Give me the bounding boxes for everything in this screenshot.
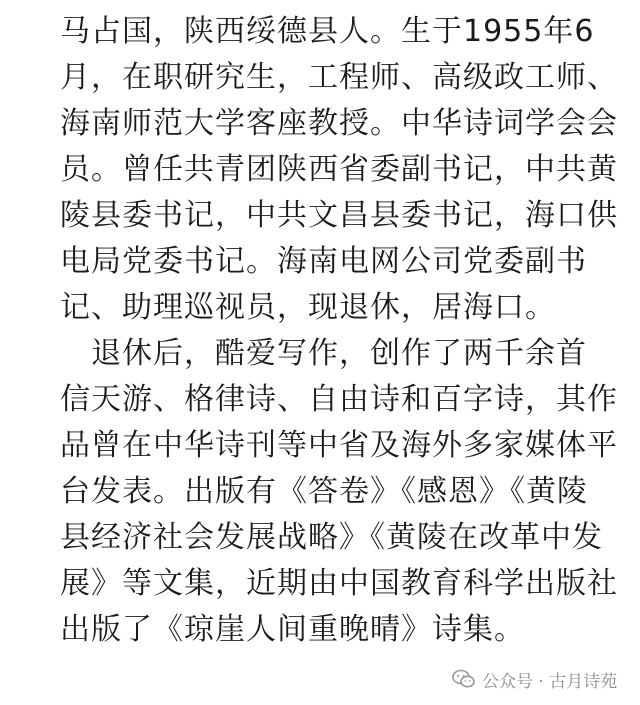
text-line: 退休后，酷爱写作，创作了两千余首: [60, 336, 587, 371]
wechat-official-account-icon: [452, 669, 476, 689]
text-line: 陵县委书记，中共文昌县委书记，海口供: [60, 198, 618, 233]
text-line: 海南师范大学客座教授。中华诗词学会会: [60, 106, 618, 141]
watermark: [452, 666, 617, 692]
text-line: 月，在职研究生，工程师、高级政工师、: [60, 60, 618, 95]
text-line: 员。曾任共青团陕西省委副书记，中共黄: [60, 152, 618, 187]
text-line: 台发表。出版有《答卷》《感恩》《黄陵: [60, 474, 588, 509]
text-line: 电局党委书记。海南电网公司党委副书: [60, 244, 587, 279]
text-line: 出版了《琼崖人间重晚晴》诗集。: [60, 612, 525, 647]
text-line: 展》等文集，近期由中国教育科学出版社: [60, 566, 618, 601]
watermark-text: 公众号 · 古月诗苑: [482, 671, 618, 692]
text-line: 县经济社会发展战略》《黄陵在改革中发: [60, 520, 603, 555]
text-line: 信天游、格律诗、自由诗和百字诗，其作: [60, 382, 618, 417]
text-line: 记、助理巡视员，现退休，居海口。: [60, 290, 556, 325]
text-line: 品曾在中华诗刊等中省及海外多家媒体平: [60, 428, 618, 463]
text-line: 马占国，陕西绥德县人。生于1955年6: [60, 14, 595, 49]
